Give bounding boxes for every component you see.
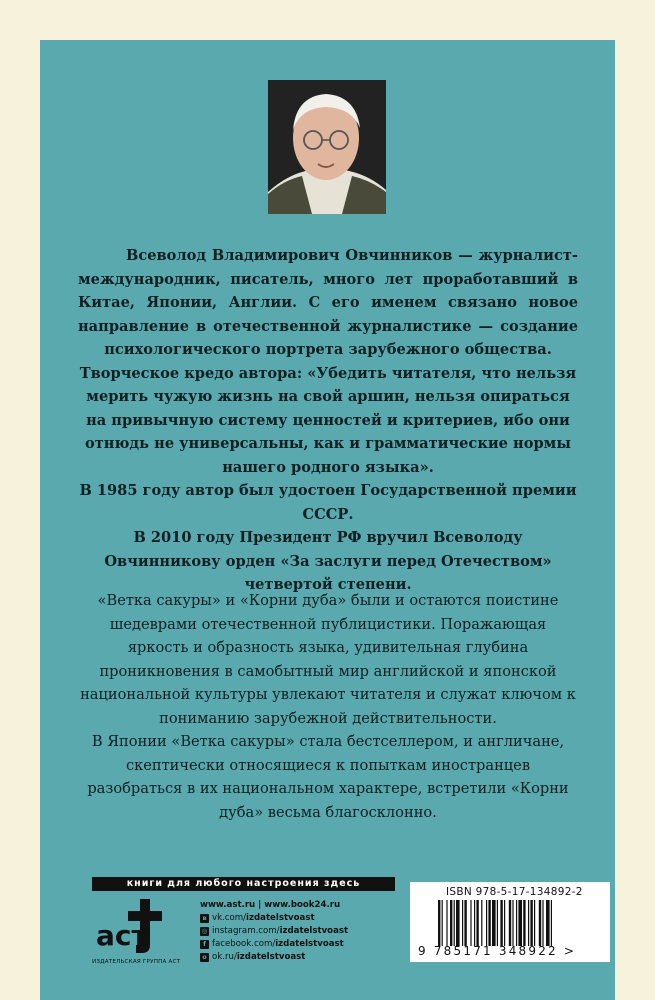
link-prefix: vk.com/	[212, 913, 247, 923]
tagline: книги для любого настроения здесь	[92, 877, 395, 891]
link-handle: izdatelstvoast	[275, 939, 344, 949]
barcode-bar	[530, 900, 532, 946]
odnoklassniki-icon: о	[200, 953, 209, 962]
publisher-links	[200, 899, 400, 964]
link-handle: izdatelstvoast	[279, 926, 349, 936]
link-handle: izdatelstvoast	[246, 913, 315, 923]
vk-icon: в	[200, 914, 209, 923]
link-prefix: ok.ru/	[212, 952, 237, 962]
barcode-bar	[539, 900, 541, 946]
barcode-bar	[492, 900, 496, 946]
barcode-bar	[476, 900, 478, 946]
back-cover	[40, 40, 615, 1000]
barcode-panel	[410, 882, 610, 962]
bio-paragraph: В 1985 году автор был удостоен Государственной премии СССР.	[79, 482, 577, 523]
barcode-bar	[481, 900, 482, 946]
bio-paragraph: В 2010 году Президент РФ вручил Всеволоду Овчинникову орден «За заслуги перед Отечеством» четвертой степени.	[104, 529, 552, 593]
websites-row	[200, 899, 400, 912]
isbn-label: ISBN 978-5-17-134892-2	[446, 886, 583, 898]
barcode-bar	[534, 900, 535, 946]
barcode-bar	[500, 900, 502, 946]
description-paragraph: В Японии «Ветка сакуры» стала бестселлером, и англичане, скептически относящиеся к попыткам иностранцев разобраться в их национальном характере, встретили «Корни дуба» весьма благосклонно.	[87, 733, 569, 821]
barcode-bar	[446, 900, 447, 946]
barcode-bar	[464, 900, 466, 946]
bio-paragraph: Творческое кредо автора: «Убедить читателя, что нельзя мерить чужую жизнь на свой аршин, нельзя опираться на привычную систему ценностей и критериев, ибо они отнюдь не универсальны, как и грамматические нормы нашего родного языка».	[79, 364, 577, 476]
logo-text: аст	[96, 919, 148, 952]
barcode-bar	[486, 900, 487, 946]
publisher-logo	[92, 897, 172, 957]
barcode-bar	[504, 900, 505, 946]
social-link-instagram[interactable]	[200, 925, 400, 938]
barcode-bar	[470, 900, 471, 946]
author-portrait-icon	[268, 80, 386, 214]
link-prefix: facebook.com/	[212, 939, 276, 949]
social-link-facebook[interactable]	[200, 938, 400, 951]
barcode-bar	[454, 900, 455, 946]
social-link-ok[interactable]	[200, 951, 400, 964]
barcode-bar	[509, 900, 511, 946]
barcode-bar	[462, 900, 463, 946]
barcode-bar	[546, 900, 550, 946]
bio-paragraph: Всеволод Владимирович Овчинников — журналист-международник, писатель, много лет проработавший в Китае, Японии, Англии. С его именем связано новое направление в отечественной журналистике — создание психологического портрета зарубежного общества.	[78, 247, 578, 358]
websites[interactable]: www.ast.ru | www.book24.ru	[200, 900, 341, 910]
book-description	[78, 589, 578, 824]
barcode-bar	[512, 900, 513, 946]
barcode-icon	[438, 900, 588, 946]
barcode-bar	[523, 900, 525, 946]
link-handle: izdatelstvoast	[236, 952, 306, 962]
publisher-name: ИЗДАТЕЛЬСКАЯ ГРУППА АСТ	[92, 959, 181, 965]
author-photo	[268, 80, 386, 214]
barcode-bar	[456, 900, 460, 946]
description-paragraph: «Ветка сакуры» и «Корни дуба» были и остаются поистине шедеврами отечественной публицистики. Поражающая яркость и образность языка, удивительная глубина проникновения в самобытный мир английской и японской национальной культуры увлекают читателя и служат ключом к пониманию зарубежной действительности.	[80, 592, 576, 727]
barcode-bar	[438, 900, 440, 946]
barcode-bar	[516, 900, 517, 946]
link-prefix: instagram.com/	[212, 926, 280, 936]
barcode-bar	[450, 900, 452, 946]
author-bio	[78, 244, 578, 597]
barcode-bar	[518, 900, 522, 946]
barcode-bar	[542, 900, 543, 946]
barcode-bar	[474, 900, 475, 946]
instagram-icon: ◎	[201, 927, 208, 935]
barcode-bar	[488, 900, 490, 946]
barcode-bar	[497, 900, 498, 946]
ast-logo-icon	[92, 897, 172, 957]
barcode-bar	[551, 900, 552, 946]
facebook-icon: f	[200, 940, 209, 949]
barcode-digits: 9 785171 348922 >	[418, 944, 577, 958]
barcode-bar	[442, 900, 443, 946]
social-link-vk[interactable]	[200, 912, 400, 925]
barcode-bar	[528, 900, 529, 946]
